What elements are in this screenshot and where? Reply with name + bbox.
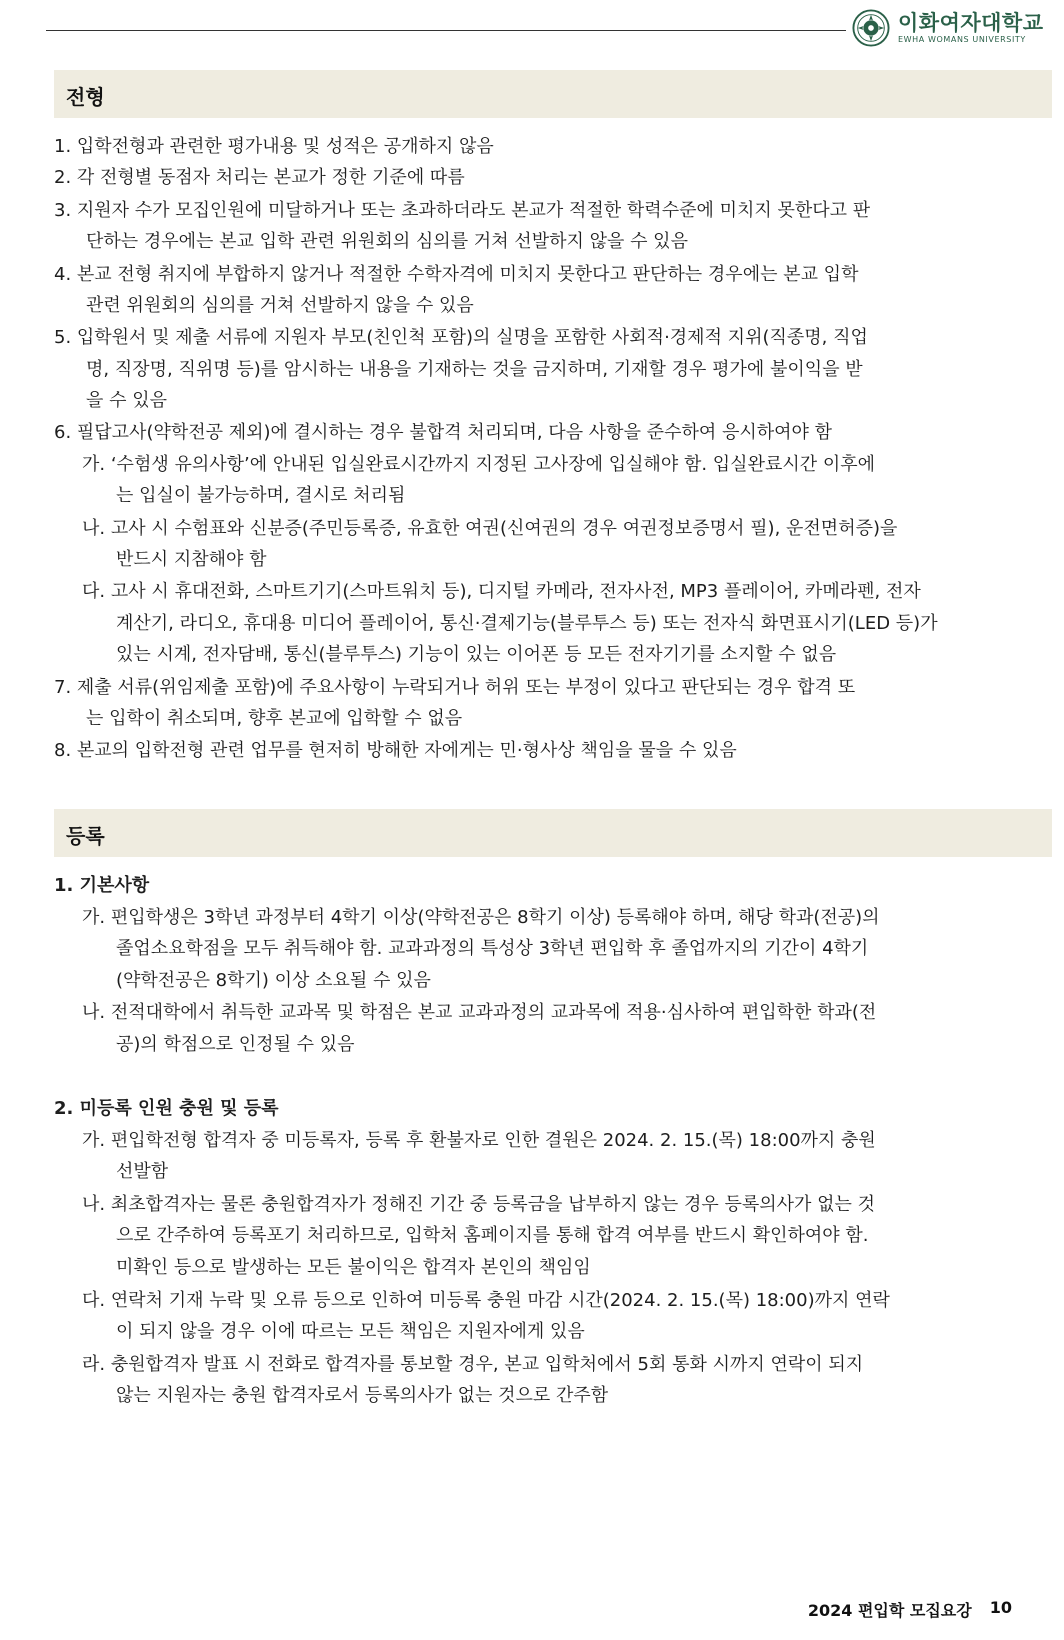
- university-seal-icon: [852, 9, 890, 47]
- list-item-text: 계산기, 라디오, 휴대용 미디어 플레이어, 통신·결제기능(블루투스 등) 또는 전자식 화면표시기(LED 등)가: [116, 613, 938, 634]
- sub-list-item-continuation: [116, 481, 405, 511]
- list-item-text: 단하는 경우에는 본교 입학 관련 위원회의 심의를 거쳐 선발하지 않을 수 있음: [86, 231, 688, 252]
- sub-list-item: [82, 1350, 863, 1380]
- list-item-text: 는 입학이 취소되며, 향후 본교에 입학할 수 없음: [86, 708, 463, 729]
- list-item-text: 라. 충원합격자 발표 시 전화로 합격자를 통보할 경우, 본교 입학처에서 5회 통화 시까지 연락이 되지: [82, 1354, 864, 1375]
- list-item-continuation: [86, 227, 688, 257]
- sub-list-item-continuation: [116, 934, 868, 964]
- subsection-heading-text: 1. 기본사항: [54, 875, 150, 896]
- sub-list-item: [82, 998, 876, 1028]
- header-rule: [46, 30, 846, 31]
- list-item-text: 나. 최초합격자는 물론 충원합격자가 정해진 기간 중 등록금을 납부하지 않는 경우 등록의사가 없는 것: [82, 1194, 876, 1215]
- page-footer: [808, 1598, 1012, 1621]
- list-item-text: 8. 본교의 입학전형 관련 업무를 현저히 방해한 자에게는 민·형사상 책임을 물을 수 있음: [54, 740, 737, 761]
- university-logo: [852, 8, 1052, 48]
- list-item-continuation: [86, 704, 462, 734]
- list-item-text: 명, 직장명, 직위명 등)를 암시하는 내용을 기재하는 것을 금지하며, 기재할 경우 평가에 불이익을 받: [86, 359, 863, 380]
- list-item-text: 3. 지원자 수가 모집인원에 미달하거나 또는 초과하더라도 본교가 적절한 학력수준에 미치지 못한다고 판: [54, 200, 871, 221]
- list-item-text: 1. 입학전형과 관련한 평가내용 및 성적은 공개하지 않음: [54, 136, 494, 157]
- subsection-heading: [54, 1094, 279, 1124]
- logo-english-name: EWHA WOMANS UNIVERSITY: [898, 35, 1026, 44]
- sub-list-item: [82, 903, 880, 933]
- sub-list-item-continuation: [116, 1381, 608, 1411]
- list-item-text: 졸업소요학점을 모두 취득해야 함. 교과과정의 특성상 3학년 편입학 후 졸업까지의 기간이 4학기: [116, 938, 869, 959]
- list-item-text: 다. 고사 시 휴대전화, 스마트기기(스마트워치 등), 디지털 카메라, 전자사전, MP3 플레이어, 카메라펜, 전자: [82, 581, 921, 602]
- list-item-text: 가. 편입학생은 3학년 과정부터 4학기 이상(약학전공은 8학기 이상) 등록해야 하며, 해당 학과(전공)의: [82, 907, 880, 928]
- list-item-continuation: [86, 386, 167, 416]
- sub-list-item-continuation: [116, 1030, 355, 1060]
- sub-list-item-continuation: [116, 1157, 168, 1187]
- list-item-text: 가. ‘수험생 유의사항’에 안내된 입실완료시간까지 지정된 고사장에 입실해야 함. 입실완료시간 이후에: [82, 454, 876, 475]
- list-item-text: 반드시 지참해야 함: [116, 549, 267, 570]
- list-item-text: (약학전공은 8학기) 이상 소요될 수 있음: [116, 970, 431, 991]
- list-item-text: 나. 전적대학에서 취득한 교과목 및 학점은 본교 교과과정의 교과목에 적용·심사하여 편입학한 학과(전: [82, 1002, 877, 1023]
- list-item: [54, 196, 1016, 226]
- sub-list-item-continuation: [116, 1253, 591, 1283]
- list-item: [54, 323, 868, 353]
- list-item: [54, 260, 858, 290]
- list-item-text: 6. 필답고사(약학전공 제외)에 결시하는 경우 불합격 처리되며, 다음 사항을 준수하여 응시하여야 함: [54, 422, 833, 443]
- list-item-text: 4. 본교 전형 취지에 부합하지 않거나 적절한 수학자격에 미치지 못한다고 판단하는 경우에는 본교 입학: [54, 264, 859, 285]
- section-header-registration: [54, 809, 1052, 857]
- list-item: [54, 132, 1016, 162]
- section-header-screening: [54, 70, 1052, 118]
- list-item-text: 선발함: [116, 1161, 169, 1182]
- list-item-text: 가. 편입학전형 합격자 중 미등록자, 등록 후 환불자로 인한 결원은 2024. 2. 15.(목) 18:00까지 충원: [82, 1130, 876, 1151]
- list-item-text: 7. 제출 서류(위임제출 포함)에 주요사항이 누락되거나 허위 또는 부정이 있다고 판단되는 경우 합격 또: [54, 677, 856, 698]
- list-item-text: 이 되지 않을 경우 이에 따르는 모든 책임은 지원자에게 있음: [116, 1321, 585, 1342]
- sub-list-item-continuation: [116, 640, 836, 670]
- list-item-text: 있는 시계, 전자담배, 통신(블루투스) 기능이 있는 이어폰 등 모든 전자기기를 소지할 수 없음: [116, 644, 837, 665]
- list-item-text: 미확인 등으로 발생하는 모든 불이익은 합격자 본인의 책임임: [116, 1257, 591, 1278]
- subsection-heading-text: 2. 미등록 인원 충원 및 등록: [54, 1098, 279, 1119]
- page-number: 10: [989, 1598, 1012, 1617]
- list-item-text: 다. 연락처 기재 누락 및 오류 등으로 인하여 미등록 충원 마감 시간(2024. 2. 15.(목) 18:00)까지 연락: [82, 1290, 890, 1311]
- list-item-text: 으로 간주하여 등록포기 처리하므로, 입학처 홈페이지를 통해 합격 여부를 반드시 확인하여야 함.: [116, 1225, 869, 1246]
- sub-list-item: [82, 514, 897, 544]
- list-item: [54, 418, 832, 448]
- list-item: [54, 736, 737, 766]
- sub-list-item: [82, 1286, 890, 1316]
- list-item: [54, 673, 855, 703]
- list-item-text: 않는 지원자는 충원 합격자로서 등록의사가 없는 것으로 간주함: [116, 1385, 609, 1406]
- list-item-text: 을 수 있음: [86, 390, 167, 411]
- list-item-text: 관련 위원회의 심의를 거쳐 선발하지 않을 수 있음: [86, 295, 474, 316]
- footer-document-title: 2024 편입학 모집요강: [807, 1601, 972, 1620]
- section-title: 전형: [66, 85, 105, 109]
- list-item-continuation: [86, 355, 863, 385]
- subsection-heading: [54, 871, 149, 901]
- sub-list-item-continuation: [116, 1317, 585, 1347]
- sub-list-item: [82, 1126, 876, 1156]
- list-item-text: 5. 입학원서 및 제출 서류에 지원자 부모(친인척 포함)의 실명을 포함한 사회적·경제적 지위(직종명, 직업: [54, 327, 868, 348]
- list-item-text: 2. 각 전형별 동점자 처리는 본교가 정한 기준에 따름: [54, 167, 465, 188]
- section-title: 등록: [66, 824, 105, 848]
- sub-list-item-continuation: [116, 966, 431, 996]
- list-item-text: 공)의 학점으로 인정될 수 있음: [116, 1034, 355, 1055]
- sub-list-item-continuation: [116, 1221, 869, 1251]
- sub-list-item: [82, 1190, 875, 1220]
- list-item: [54, 163, 465, 193]
- sub-list-item-continuation: [116, 545, 267, 575]
- sub-list-item: [82, 577, 921, 607]
- logo-korean-name: 이화여자대학교: [898, 11, 1044, 35]
- list-item-text: 는 입실이 불가능하며, 결시로 처리됨: [116, 485, 406, 506]
- sub-list-item: [82, 450, 875, 480]
- sub-list-item-continuation: [116, 609, 938, 639]
- list-item-text: 나. 고사 시 수험표와 신분증(주민등록증, 유효한 여권(신여권의 경우 여권정보증명서 필), 운전면허증)을: [82, 518, 898, 539]
- list-item-continuation: [86, 291, 474, 321]
